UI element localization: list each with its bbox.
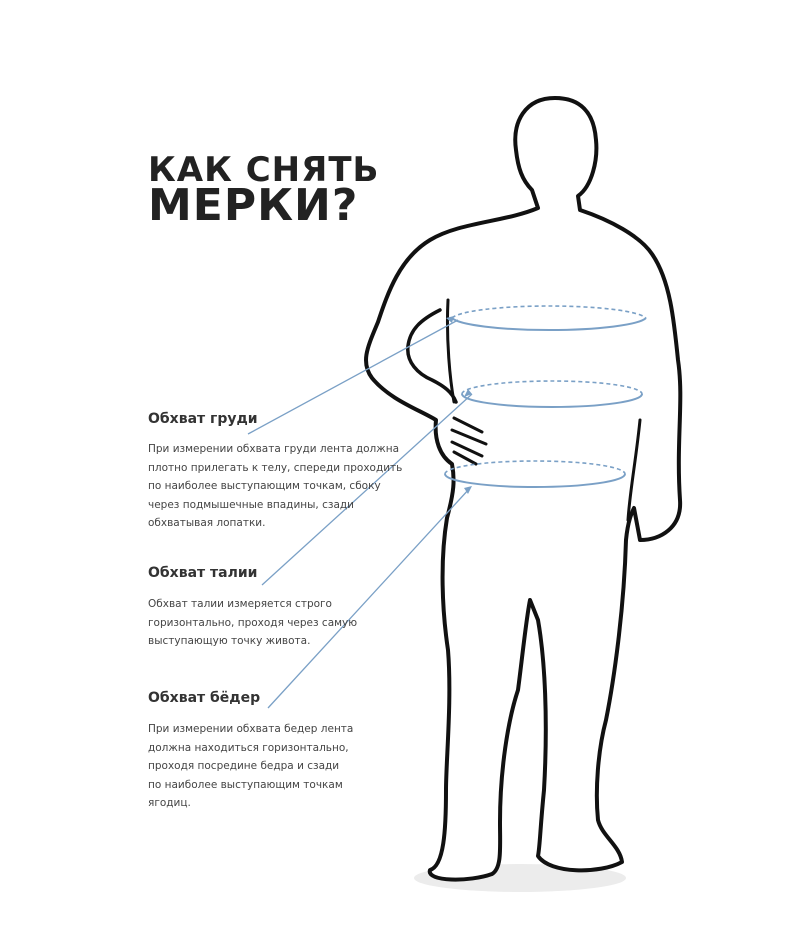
title-line-2: МЕРКИ? xyxy=(148,180,359,231)
waist-description: Обхват талии измеряется строго горизонтально, проходя через самую выступающую точку живота. xyxy=(148,598,358,647)
waist-heading: Обхват талии xyxy=(148,565,258,581)
chest-description: При измерении обхвата груди лента должна плотно прилегать к телу, спереди проходить по наиболее выступающим точкам, сбоку через подмышечные впадины, сзади обхватывая лопатки. xyxy=(148,443,403,529)
body-silhouette xyxy=(366,98,680,880)
hip-heading: Обхват бёдер xyxy=(148,690,261,706)
hip-description: При измерении обхвата бедер лента должна находиться горизонтально, проходя посредине бедра и сзади по наиболее выступающим точкам ягодиц. xyxy=(148,723,354,809)
chest-heading: Обхват груди xyxy=(148,411,258,427)
title-line-1: КАК СНЯТЬ xyxy=(148,150,380,190)
